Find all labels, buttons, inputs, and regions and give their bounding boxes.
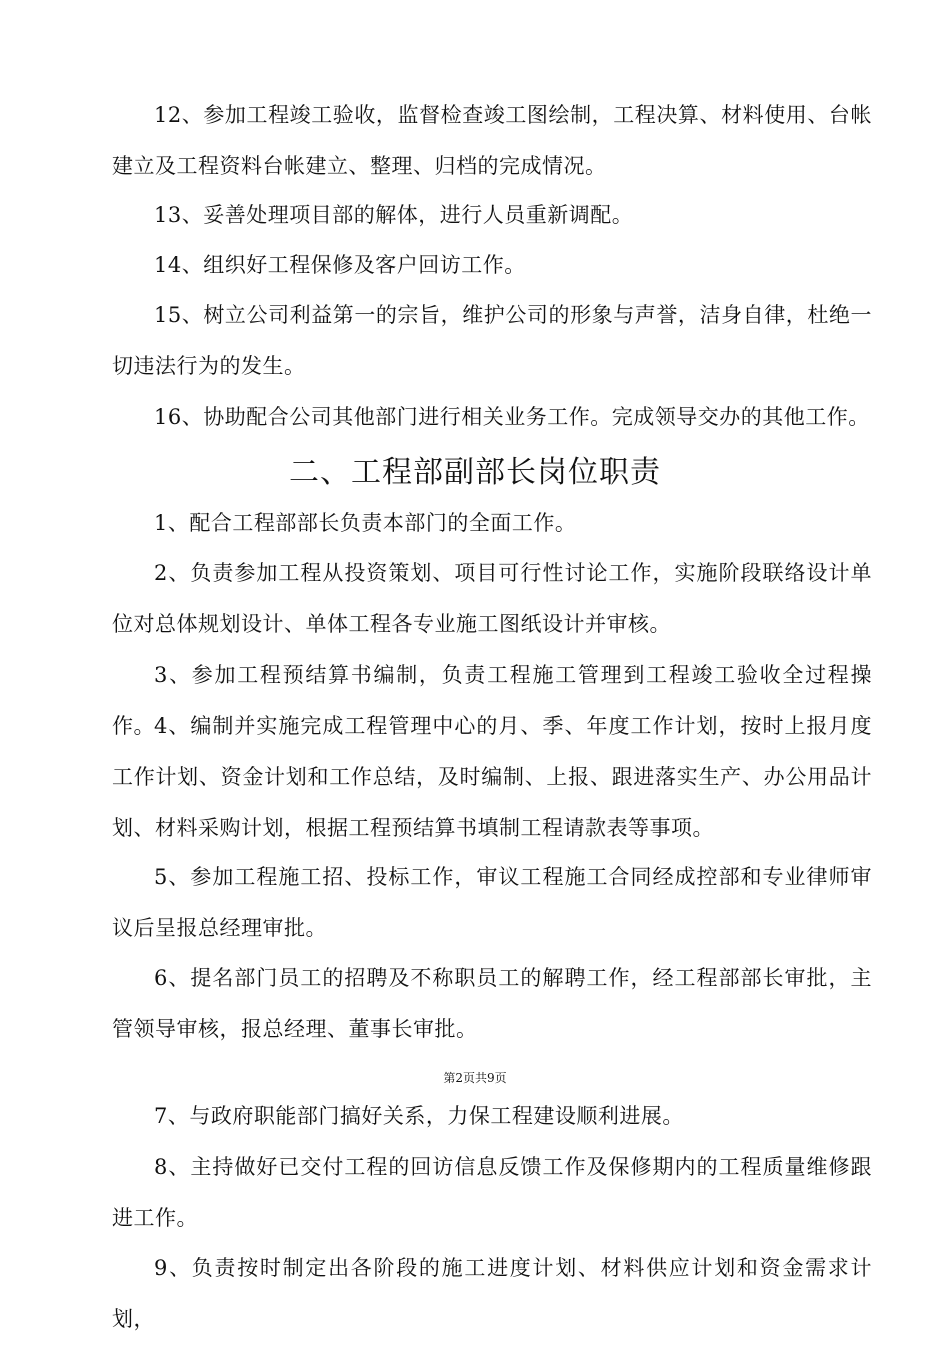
page-footer: 第2页共9页 [443,1071,507,1085]
item-4: 4、编制并实施完成工程管理中心的月、季、年度工作计划，按时上报月度工作计划、资金计划和工作总结，及时编制、上报、跟进落实生产、办公用品计划、材料采购计划，根据工程预结算书填制工程请款表等事项。 [112,714,872,840]
item-12: 12、参加工程竣工验收，监督检查竣工图绘制，工程决算、材料使用、台帐建立及工程资料台帐建立、整理、归档的完成情况。 [112,103,872,178]
item-3: 3、参加工程预结算书编制，负责工程施工管理到工程竣工验收全过程操作。 [112,663,872,738]
item-14: 14、组织好工程保修及客户回访工作。 [154,253,526,277]
item-5: 5、参加工程施工招、投标工作，审议工程施工合同经成控部和专业律师审议后呈报总经理审批。 [112,865,872,940]
item-1: 1、配合工程部部长负责本部门的全面工作。 [154,511,577,535]
item-9: 9、负责按时制定出各阶段的施工进度计划、材料供应计划和资金需求计划， [112,1256,872,1331]
item-2: 2、负责参加工程从投资策划、项目可行性讨论工作，实施阶段联络设计单位对总体规划设计、单体工程各专业施工图纸设计并审核。 [112,561,872,636]
item-13: 13、妥善处理项目部的解体，进行人员重新调配。 [154,203,634,227]
item-16: 16、协助配合公司其他部门进行相关业务工作。完成领导交办的其他工作。 [154,405,870,429]
section-heading: 二、工程部副部长岗位职责 [289,455,661,490]
item-6: 6、提名部门员工的招聘及不称职员工的解聘工作，经工程部部长审批，主管领导审核，报总经理、董事长审批。 [112,966,872,1041]
item-15: 15、树立公司利益第一的宗旨，维护公司的形象与声誉，洁身自律，杜绝一切违法行为的发生。 [112,303,872,378]
item-8: 8、主持做好已交付工程的回访信息反馈工作及保修期内的工程质量维修跟进工作。 [112,1155,872,1230]
item-7: 7、与政府职能部门搞好关系，力保工程建设顺利进展。 [154,1104,684,1128]
